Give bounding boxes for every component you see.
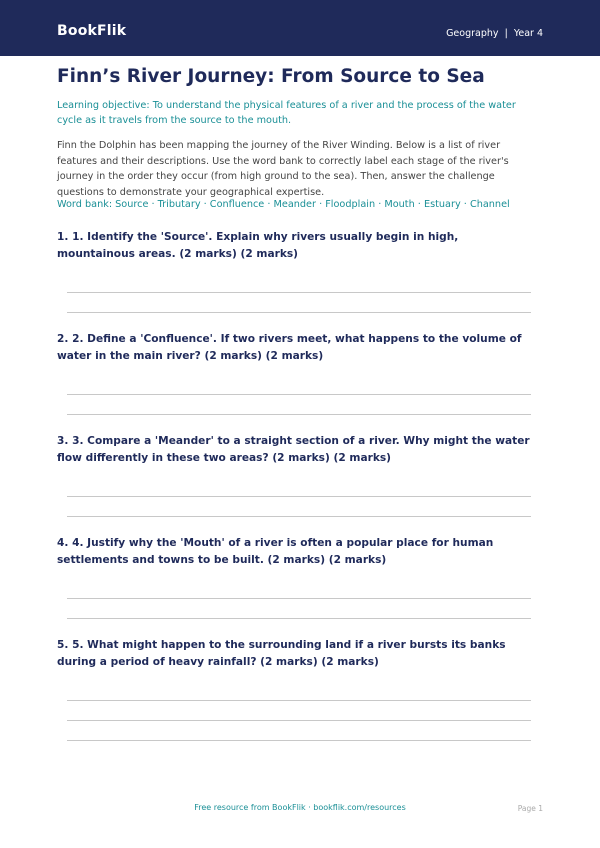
answer-line[interactable] <box>67 292 531 293</box>
page-number: Page 1 <box>517 804 543 813</box>
worksheet-title: Finn’s River Journey: From Source to Sea <box>57 66 485 87</box>
question-5: 5. 5. What might happen to the surrounding land if a river bursts its banks during a period of heavy rainfall? (2 marks) (2 marks) <box>57 639 506 668</box>
question-4: 4. 4. Justify why the 'Mouth' of a river is often a popular place for human settlements and towns to be built. (2 marks) (2 marks) <box>57 537 494 566</box>
question-2: 2. 2. Define a 'Confluence'. If two rivers meet, what happens to the volume of water in the main river? (2 marks) (2 marks) <box>57 333 522 362</box>
answer-line[interactable] <box>67 394 531 395</box>
intro-text: Finn the Dolphin has been mapping the journey of the River Winding. Below is a list of river features and their descriptions. Use the word bank to correctly label each stage of the river's journey in the order they occur (from high ground to the sea). Then, answer the challenge questions to demonstrate your geographical expertise. <box>57 140 509 198</box>
answer-line[interactable] <box>67 618 531 619</box>
learning-objective: Learning objective: To understand the physical features of a river and the process of the water cycle as it travels from the source to the mouth. <box>57 100 516 126</box>
question-3: 3. 3. Compare a 'Meander' to a straight section of a river. Why might the water flow differently in these two areas? (2 marks) (2 marks) <box>57 435 530 464</box>
header-bar <box>0 0 600 56</box>
answer-line[interactable] <box>67 496 531 497</box>
year-label: Year 4 <box>513 28 543 39</box>
meta-separator: | <box>504 28 508 39</box>
header-meta <box>446 28 543 39</box>
answer-line[interactable] <box>67 516 531 517</box>
answer-line[interactable] <box>67 740 531 741</box>
brand-logo: BookFlik <box>57 23 127 39</box>
answer-line[interactable] <box>67 720 531 721</box>
answer-line[interactable] <box>67 414 531 415</box>
answer-line[interactable] <box>67 598 531 599</box>
subject-label: Geography <box>446 28 499 39</box>
question-1: 1. 1. Identify the 'Source'. Explain why rivers usually begin in high, mountainous areas. (2 marks) (2 marks) <box>57 231 459 260</box>
answer-line[interactable] <box>67 700 531 701</box>
word-bank: Word bank: Source · Tributary · Confluence · Meander · Floodplain · Mouth · Estuary · Channel <box>57 199 510 210</box>
footer-resource-link[interactable]: Free resource from BookFlik · bookflik.com/resources <box>194 803 406 812</box>
answer-line[interactable] <box>67 312 531 313</box>
